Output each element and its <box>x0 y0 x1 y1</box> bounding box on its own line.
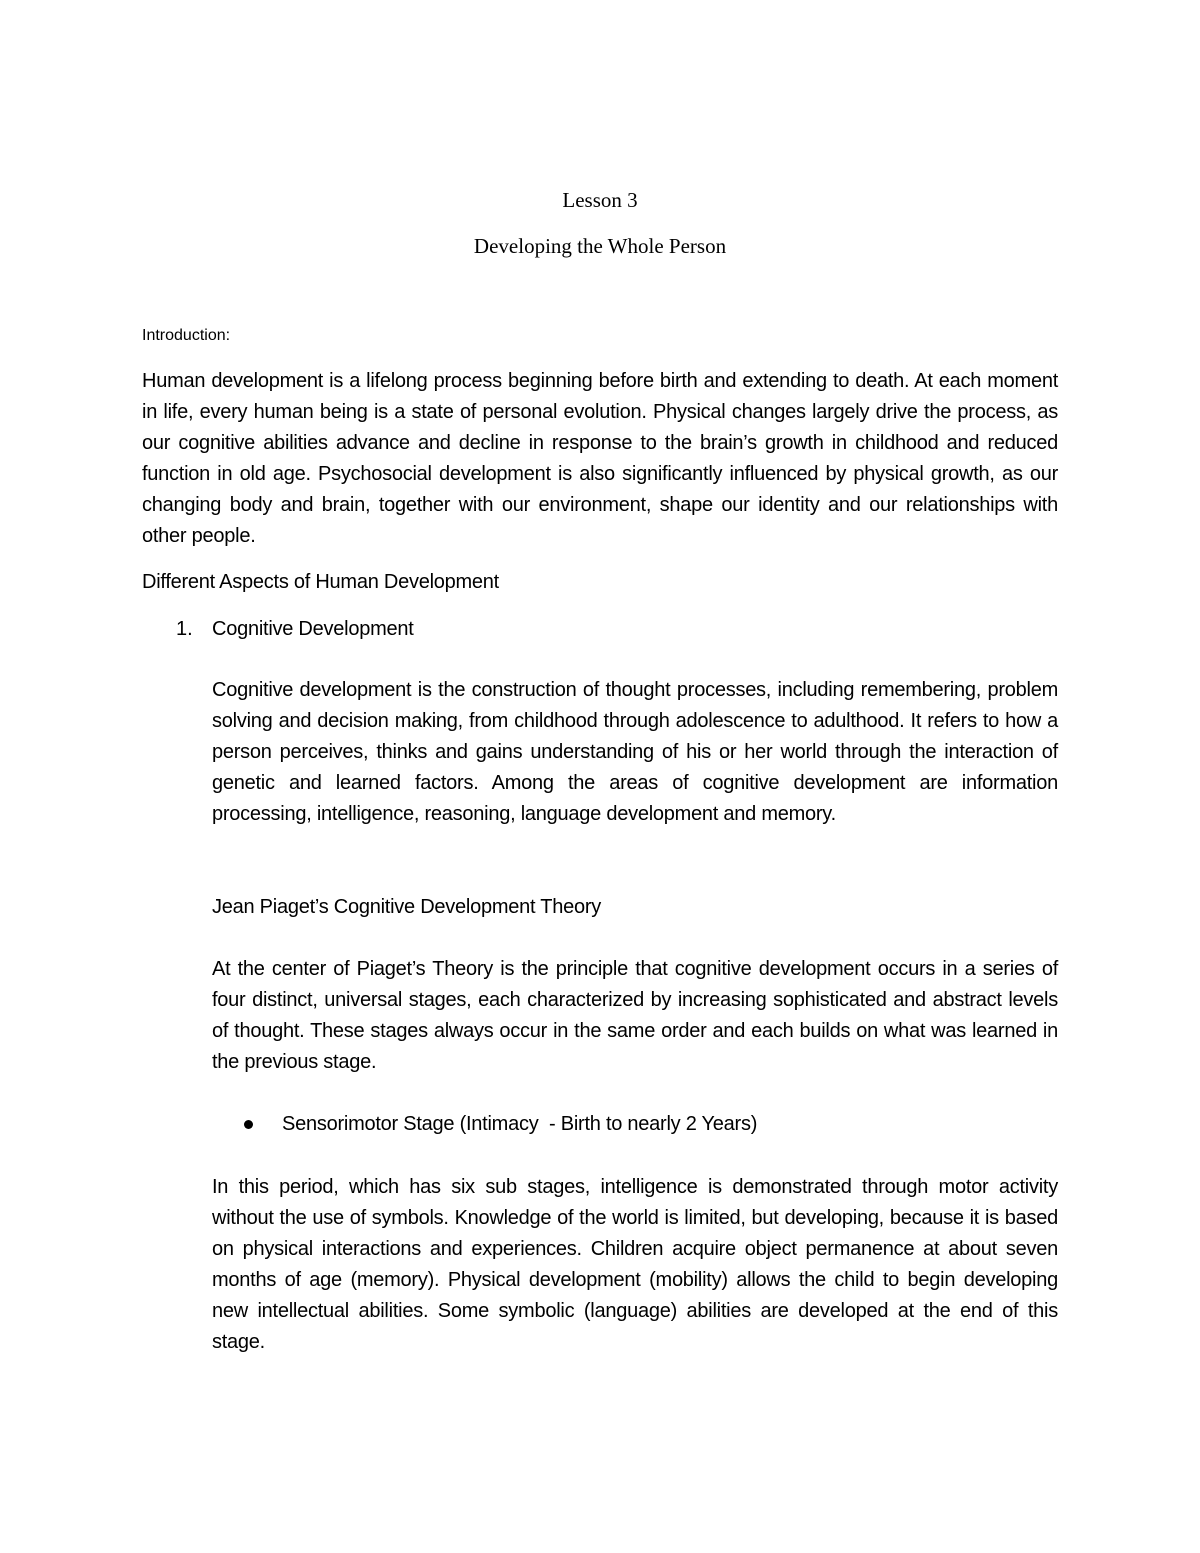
list-item-title: Cognitive Development <box>212 618 414 640</box>
introduction-paragraph: Human development is a lifelong process beginning before birth and extending to death. At each moment in life, every human being is a state of personal evolution. Physical changes largely drive the process, as our cognitive abilities advance and decline in response to the brain’s growth in childhood and reduced function in old age. Psychosocial development is also significantly influenced by physical growth, as our changing body and brain, together with our environment, shape our identity and our relationships with other people. <box>142 370 1058 547</box>
piaget-heading: Jean Piaget’s Cognitive Development Theory <box>212 896 601 918</box>
section-heading: Different Aspects of Human Development <box>142 571 499 593</box>
list-item-number: 1. <box>176 618 193 640</box>
introduction-label: Introduction: <box>142 327 231 344</box>
lesson-subtitle: Developing the Whole Person <box>473 234 727 258</box>
piaget-paragraph: At the center of Piaget’s Theory is the principle that cognitive development occurs in a series of four distinct, universal stages, each characterized by increasing sophisticated and abstract levels of thought. These stages always occur in the same order and each builds on what was learned in the previous stage. <box>212 958 1058 1073</box>
sensorimotor-paragraph: In this period, which has six sub stages, intelligence is demonstrated through motor activity without the use of symbols. Knowledge of the world is limited, but developing, because it is based on physical interactions and experiences. Children acquire object permanence at about seven months of age (memory). Physical development (mobility) allows the child to begin developing new intellectual abilities. Some symbolic (language) abilities are developed at the end of this stage. <box>212 1176 1058 1353</box>
cognitive-development-paragraph: Cognitive development is the construction of thought processes, including remembering, problem solving and decision making, from childhood through adolescence to adulthood. It refers to how a person perceives, thinks and gains understanding of his or her world through the interaction of genetic and learned factors. Among the areas of cognitive development are information processing, intelligence, reasoning, language development and memory. <box>212 679 1058 825</box>
lesson-title: Lesson 3 <box>562 188 638 212</box>
bullet-icon <box>244 1120 253 1129</box>
sensorimotor-stage-label: Sensorimotor Stage (Intimacy - Birth to nearly 2 Years) <box>282 1113 758 1135</box>
